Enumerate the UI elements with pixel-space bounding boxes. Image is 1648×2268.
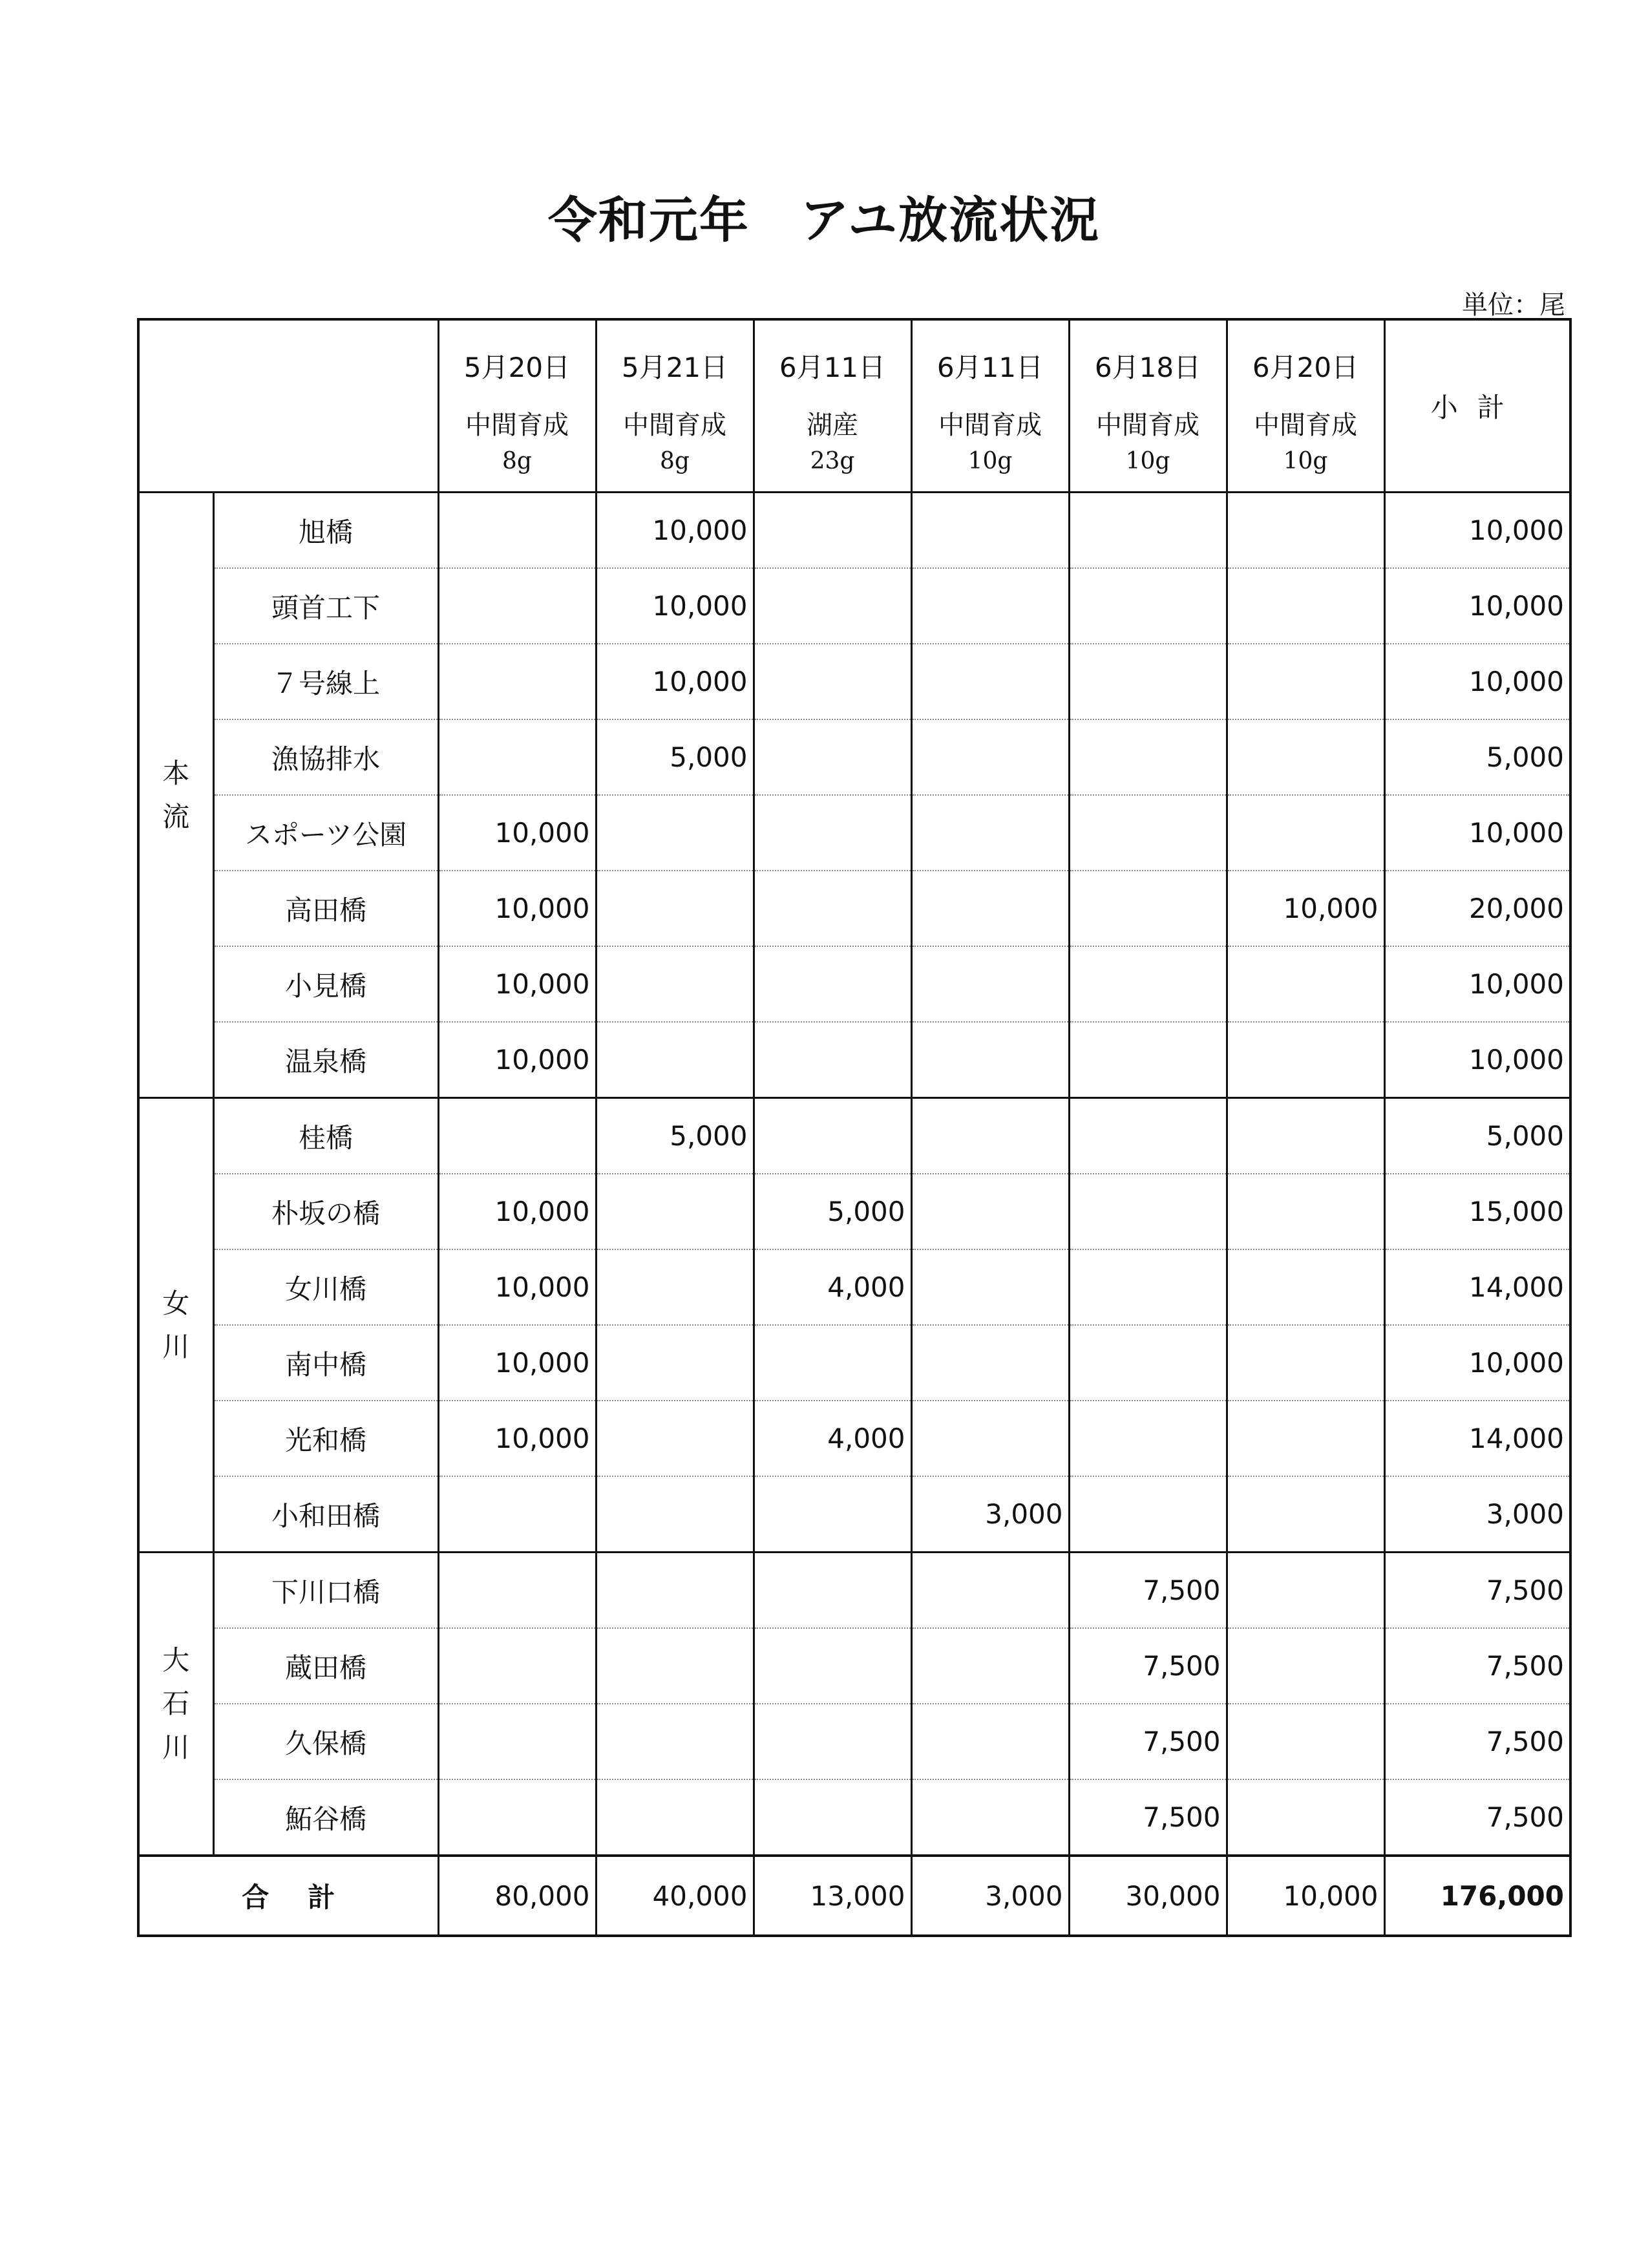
column-weight: 8g bbox=[660, 448, 690, 474]
value-cell bbox=[1227, 1401, 1384, 1476]
value-cell bbox=[596, 1628, 754, 1704]
subtotal-cell: 10,000 bbox=[1384, 946, 1570, 1022]
table-row bbox=[138, 1401, 1570, 1476]
value-cell: 4,000 bbox=[754, 1249, 911, 1325]
group-name: 本流 bbox=[162, 757, 190, 832]
table-row bbox=[138, 1476, 1570, 1553]
column-header bbox=[1069, 319, 1227, 493]
value-cell: 10,000 bbox=[438, 1249, 596, 1325]
total-value-cell: 3,000 bbox=[911, 1856, 1069, 1936]
value-cell bbox=[596, 1553, 754, 1629]
total-label: 合計 bbox=[138, 1856, 438, 1936]
table-row bbox=[138, 946, 1570, 1022]
value-cell bbox=[1069, 871, 1227, 946]
value-cell bbox=[596, 1704, 754, 1779]
value-cell: 5,000 bbox=[596, 719, 754, 795]
column-weight: 8g bbox=[502, 448, 532, 474]
value-cell bbox=[754, 1325, 911, 1401]
group-label bbox=[138, 1553, 213, 1856]
location-cell: 高田橋 bbox=[213, 871, 438, 946]
value-cell bbox=[1227, 568, 1384, 644]
subtotal-cell: 20,000 bbox=[1384, 871, 1570, 946]
table-row bbox=[138, 1628, 1570, 1704]
total-row bbox=[138, 1856, 1570, 1936]
value-cell bbox=[1069, 946, 1227, 1022]
value-cell: 5,000 bbox=[754, 1174, 911, 1249]
subtotal-cell: 14,000 bbox=[1384, 1401, 1570, 1476]
subtotal-cell: 5,000 bbox=[1384, 719, 1570, 795]
column-header bbox=[596, 319, 754, 493]
grand-total-cell: 176,000 bbox=[1384, 1856, 1570, 1936]
subtotal-cell: 7,500 bbox=[1384, 1628, 1570, 1704]
location-cell: 頭首工下 bbox=[213, 568, 438, 644]
value-cell bbox=[1227, 1022, 1384, 1098]
value-cell bbox=[754, 1779, 911, 1856]
value-cell bbox=[911, 1325, 1069, 1401]
value-cell bbox=[754, 1553, 911, 1629]
table-row bbox=[138, 795, 1570, 871]
column-weight: 23g bbox=[810, 448, 855, 474]
column-date: 6月11日 bbox=[936, 352, 1044, 383]
location-cell: 久保橋 bbox=[213, 1704, 438, 1779]
value-cell bbox=[1227, 1704, 1384, 1779]
value-cell bbox=[1069, 1476, 1227, 1553]
value-cell bbox=[596, 1325, 754, 1401]
column-date: 5月21日 bbox=[621, 352, 728, 383]
value-cell bbox=[438, 644, 596, 719]
location-cell: 女川橋 bbox=[213, 1249, 438, 1325]
value-cell bbox=[596, 1779, 754, 1856]
value-cell bbox=[1069, 1401, 1227, 1476]
value-cell bbox=[754, 568, 911, 644]
value-cell bbox=[438, 1553, 596, 1629]
value-cell bbox=[911, 644, 1069, 719]
table-row bbox=[138, 1022, 1570, 1098]
value-cell bbox=[438, 1628, 596, 1704]
value-cell bbox=[438, 1779, 596, 1856]
value-cell bbox=[911, 568, 1069, 644]
value-cell bbox=[1227, 644, 1384, 719]
value-cell bbox=[438, 1476, 596, 1553]
subtotal-cell: 3,000 bbox=[1384, 1476, 1570, 1553]
value-cell bbox=[1227, 1174, 1384, 1249]
value-cell: 10,000 bbox=[438, 795, 596, 871]
value-cell bbox=[1227, 1476, 1384, 1553]
value-cell bbox=[911, 1779, 1069, 1856]
column-weight: 10g bbox=[1125, 448, 1170, 474]
location-cell: 漁協排水 bbox=[213, 719, 438, 795]
value-cell: 10,000 bbox=[438, 1401, 596, 1476]
subtotal-cell: 10,000 bbox=[1384, 1325, 1570, 1401]
value-cell bbox=[1227, 493, 1384, 569]
value-cell: 10,000 bbox=[596, 493, 754, 569]
location-cell: 小見橋 bbox=[213, 946, 438, 1022]
table-row bbox=[138, 493, 1570, 569]
value-cell bbox=[911, 871, 1069, 946]
location-cell: 光和橋 bbox=[213, 1401, 438, 1476]
column-date: 5月20日 bbox=[463, 352, 571, 383]
value-cell bbox=[1069, 644, 1227, 719]
subtotal-cell: 7,500 bbox=[1384, 1779, 1570, 1856]
total-value-cell: 13,000 bbox=[754, 1856, 911, 1936]
value-cell bbox=[596, 795, 754, 871]
value-cell bbox=[596, 1022, 754, 1098]
value-cell bbox=[754, 644, 911, 719]
location-cell: 朴坂の橋 bbox=[213, 1174, 438, 1249]
total-value-cell: 80,000 bbox=[438, 1856, 596, 1936]
table-row bbox=[138, 1779, 1570, 1856]
value-cell bbox=[596, 946, 754, 1022]
table-row bbox=[138, 1098, 1570, 1174]
stocking-table bbox=[137, 318, 1572, 1937]
value-cell bbox=[1069, 1325, 1227, 1401]
value-cell: 5,000 bbox=[596, 1098, 754, 1174]
value-cell: 10,000 bbox=[596, 568, 754, 644]
column-date: 6月20日 bbox=[1252, 352, 1359, 383]
value-cell bbox=[438, 1704, 596, 1779]
subtotal-cell: 5,000 bbox=[1384, 1098, 1570, 1174]
value-cell: 7,500 bbox=[1069, 1553, 1227, 1629]
column-date: 6月18日 bbox=[1094, 352, 1201, 383]
column-header bbox=[438, 319, 596, 493]
location-cell: 旭橋 bbox=[213, 493, 438, 569]
table-row bbox=[138, 1325, 1570, 1401]
subtotal-cell: 7,500 bbox=[1384, 1704, 1570, 1779]
subtotal-cell: 7,500 bbox=[1384, 1553, 1570, 1629]
location-cell: 小和田橋 bbox=[213, 1476, 438, 1553]
table-row bbox=[138, 1249, 1570, 1325]
value-cell bbox=[1069, 1174, 1227, 1249]
value-cell bbox=[911, 1628, 1069, 1704]
value-cell bbox=[438, 493, 596, 569]
value-cell bbox=[754, 795, 911, 871]
value-cell bbox=[754, 871, 911, 946]
value-cell bbox=[754, 719, 911, 795]
column-date: 6月11日 bbox=[779, 352, 886, 383]
table-row bbox=[138, 644, 1570, 719]
location-cell: スポーツ公園 bbox=[213, 795, 438, 871]
value-cell bbox=[596, 1401, 754, 1476]
table-row bbox=[138, 1553, 1570, 1629]
value-cell bbox=[438, 1098, 596, 1174]
table-row bbox=[138, 1174, 1570, 1249]
table-row bbox=[138, 719, 1570, 795]
column-weight: 10g bbox=[1283, 448, 1328, 474]
value-cell bbox=[754, 1628, 911, 1704]
value-cell bbox=[911, 795, 1069, 871]
value-cell bbox=[754, 493, 911, 569]
group-label bbox=[138, 1098, 213, 1553]
value-cell: 10,000 bbox=[438, 1325, 596, 1401]
total-value-cell: 10,000 bbox=[1227, 1856, 1384, 1936]
location-cell: ７号線上 bbox=[213, 644, 438, 719]
corner-cell bbox=[138, 319, 438, 493]
value-cell bbox=[1069, 568, 1227, 644]
value-cell bbox=[1227, 1098, 1384, 1174]
value-cell bbox=[911, 719, 1069, 795]
value-cell bbox=[1069, 1249, 1227, 1325]
column-header bbox=[911, 319, 1069, 493]
value-cell bbox=[911, 1249, 1069, 1325]
value-cell bbox=[754, 1098, 911, 1174]
value-cell bbox=[911, 1401, 1069, 1476]
column-type: 中間育成 bbox=[1254, 410, 1357, 440]
value-cell bbox=[1227, 1249, 1384, 1325]
subtotal-cell: 10,000 bbox=[1384, 795, 1570, 871]
column-type: 湖産 bbox=[807, 410, 858, 440]
value-cell bbox=[911, 946, 1069, 1022]
location-cell: 温泉橋 bbox=[213, 1022, 438, 1098]
value-cell bbox=[1227, 1553, 1384, 1629]
value-cell: 10,000 bbox=[1227, 871, 1384, 946]
value-cell bbox=[754, 1704, 911, 1779]
value-cell bbox=[1069, 493, 1227, 569]
value-cell bbox=[438, 719, 596, 795]
value-cell: 7,500 bbox=[1069, 1704, 1227, 1779]
value-cell: 10,000 bbox=[438, 946, 596, 1022]
location-cell: 鮖谷橋 bbox=[213, 1779, 438, 1856]
value-cell bbox=[1227, 1628, 1384, 1704]
subtotal-cell: 10,000 bbox=[1384, 568, 1570, 644]
column-type: 中間育成 bbox=[938, 410, 1042, 440]
group-label bbox=[138, 493, 213, 1098]
column-type: 中間育成 bbox=[623, 410, 726, 440]
value-cell bbox=[911, 1704, 1069, 1779]
location-cell: 南中橋 bbox=[213, 1325, 438, 1401]
value-cell: 10,000 bbox=[438, 1022, 596, 1098]
value-cell bbox=[438, 568, 596, 644]
total-value-cell: 40,000 bbox=[596, 1856, 754, 1936]
table-row bbox=[138, 871, 1570, 946]
subtotal-header: 小計 bbox=[1384, 319, 1570, 493]
value-cell bbox=[1069, 1022, 1227, 1098]
value-cell bbox=[911, 1553, 1069, 1629]
value-cell: 4,000 bbox=[754, 1401, 911, 1476]
subtotal-cell: 10,000 bbox=[1384, 493, 1570, 569]
column-header bbox=[1227, 319, 1384, 493]
value-cell bbox=[1227, 719, 1384, 795]
value-cell: 10,000 bbox=[596, 644, 754, 719]
total-value-cell: 30,000 bbox=[1069, 1856, 1227, 1936]
value-cell: 10,000 bbox=[438, 871, 596, 946]
value-cell bbox=[754, 1022, 911, 1098]
value-cell: 10,000 bbox=[438, 1174, 596, 1249]
table-row bbox=[138, 568, 1570, 644]
value-cell bbox=[1227, 1779, 1384, 1856]
value-cell bbox=[1227, 795, 1384, 871]
column-weight: 10g bbox=[967, 448, 1013, 474]
value-cell bbox=[1069, 1098, 1227, 1174]
subtotal-cell: 14,000 bbox=[1384, 1249, 1570, 1325]
subtotal-cell: 10,000 bbox=[1384, 1022, 1570, 1098]
value-cell bbox=[596, 1249, 754, 1325]
location-cell: 蔵田橋 bbox=[213, 1628, 438, 1704]
column-header bbox=[754, 319, 911, 493]
value-cell bbox=[911, 1022, 1069, 1098]
value-cell bbox=[596, 871, 754, 946]
value-cell bbox=[911, 1098, 1069, 1174]
table-row bbox=[138, 1704, 1570, 1779]
value-cell bbox=[1227, 1325, 1384, 1401]
header-row bbox=[138, 319, 1570, 493]
value-cell bbox=[1069, 795, 1227, 871]
value-cell: 7,500 bbox=[1069, 1779, 1227, 1856]
value-cell bbox=[754, 946, 911, 1022]
location-cell: 桂橋 bbox=[213, 1098, 438, 1174]
page-title: 令和元年 アユ放流状況 bbox=[547, 191, 1101, 249]
location-cell: 下川口橋 bbox=[213, 1553, 438, 1629]
group-name: 大石川 bbox=[162, 1644, 190, 1763]
unit-label: 単位：尾 bbox=[1462, 290, 1565, 320]
column-type: 中間育成 bbox=[465, 410, 569, 440]
value-cell bbox=[1227, 946, 1384, 1022]
value-cell bbox=[911, 1174, 1069, 1249]
subtotal-cell: 10,000 bbox=[1384, 644, 1570, 719]
value-cell bbox=[911, 493, 1069, 569]
value-cell bbox=[596, 1174, 754, 1249]
value-cell: 7,500 bbox=[1069, 1628, 1227, 1704]
value-cell bbox=[1069, 719, 1227, 795]
value-cell bbox=[596, 1476, 754, 1553]
subtotal-cell: 15,000 bbox=[1384, 1174, 1570, 1249]
value-cell: 3,000 bbox=[911, 1476, 1069, 1553]
group-name: 女川 bbox=[162, 1287, 190, 1362]
column-type: 中間育成 bbox=[1096, 410, 1199, 440]
value-cell bbox=[754, 1476, 911, 1553]
